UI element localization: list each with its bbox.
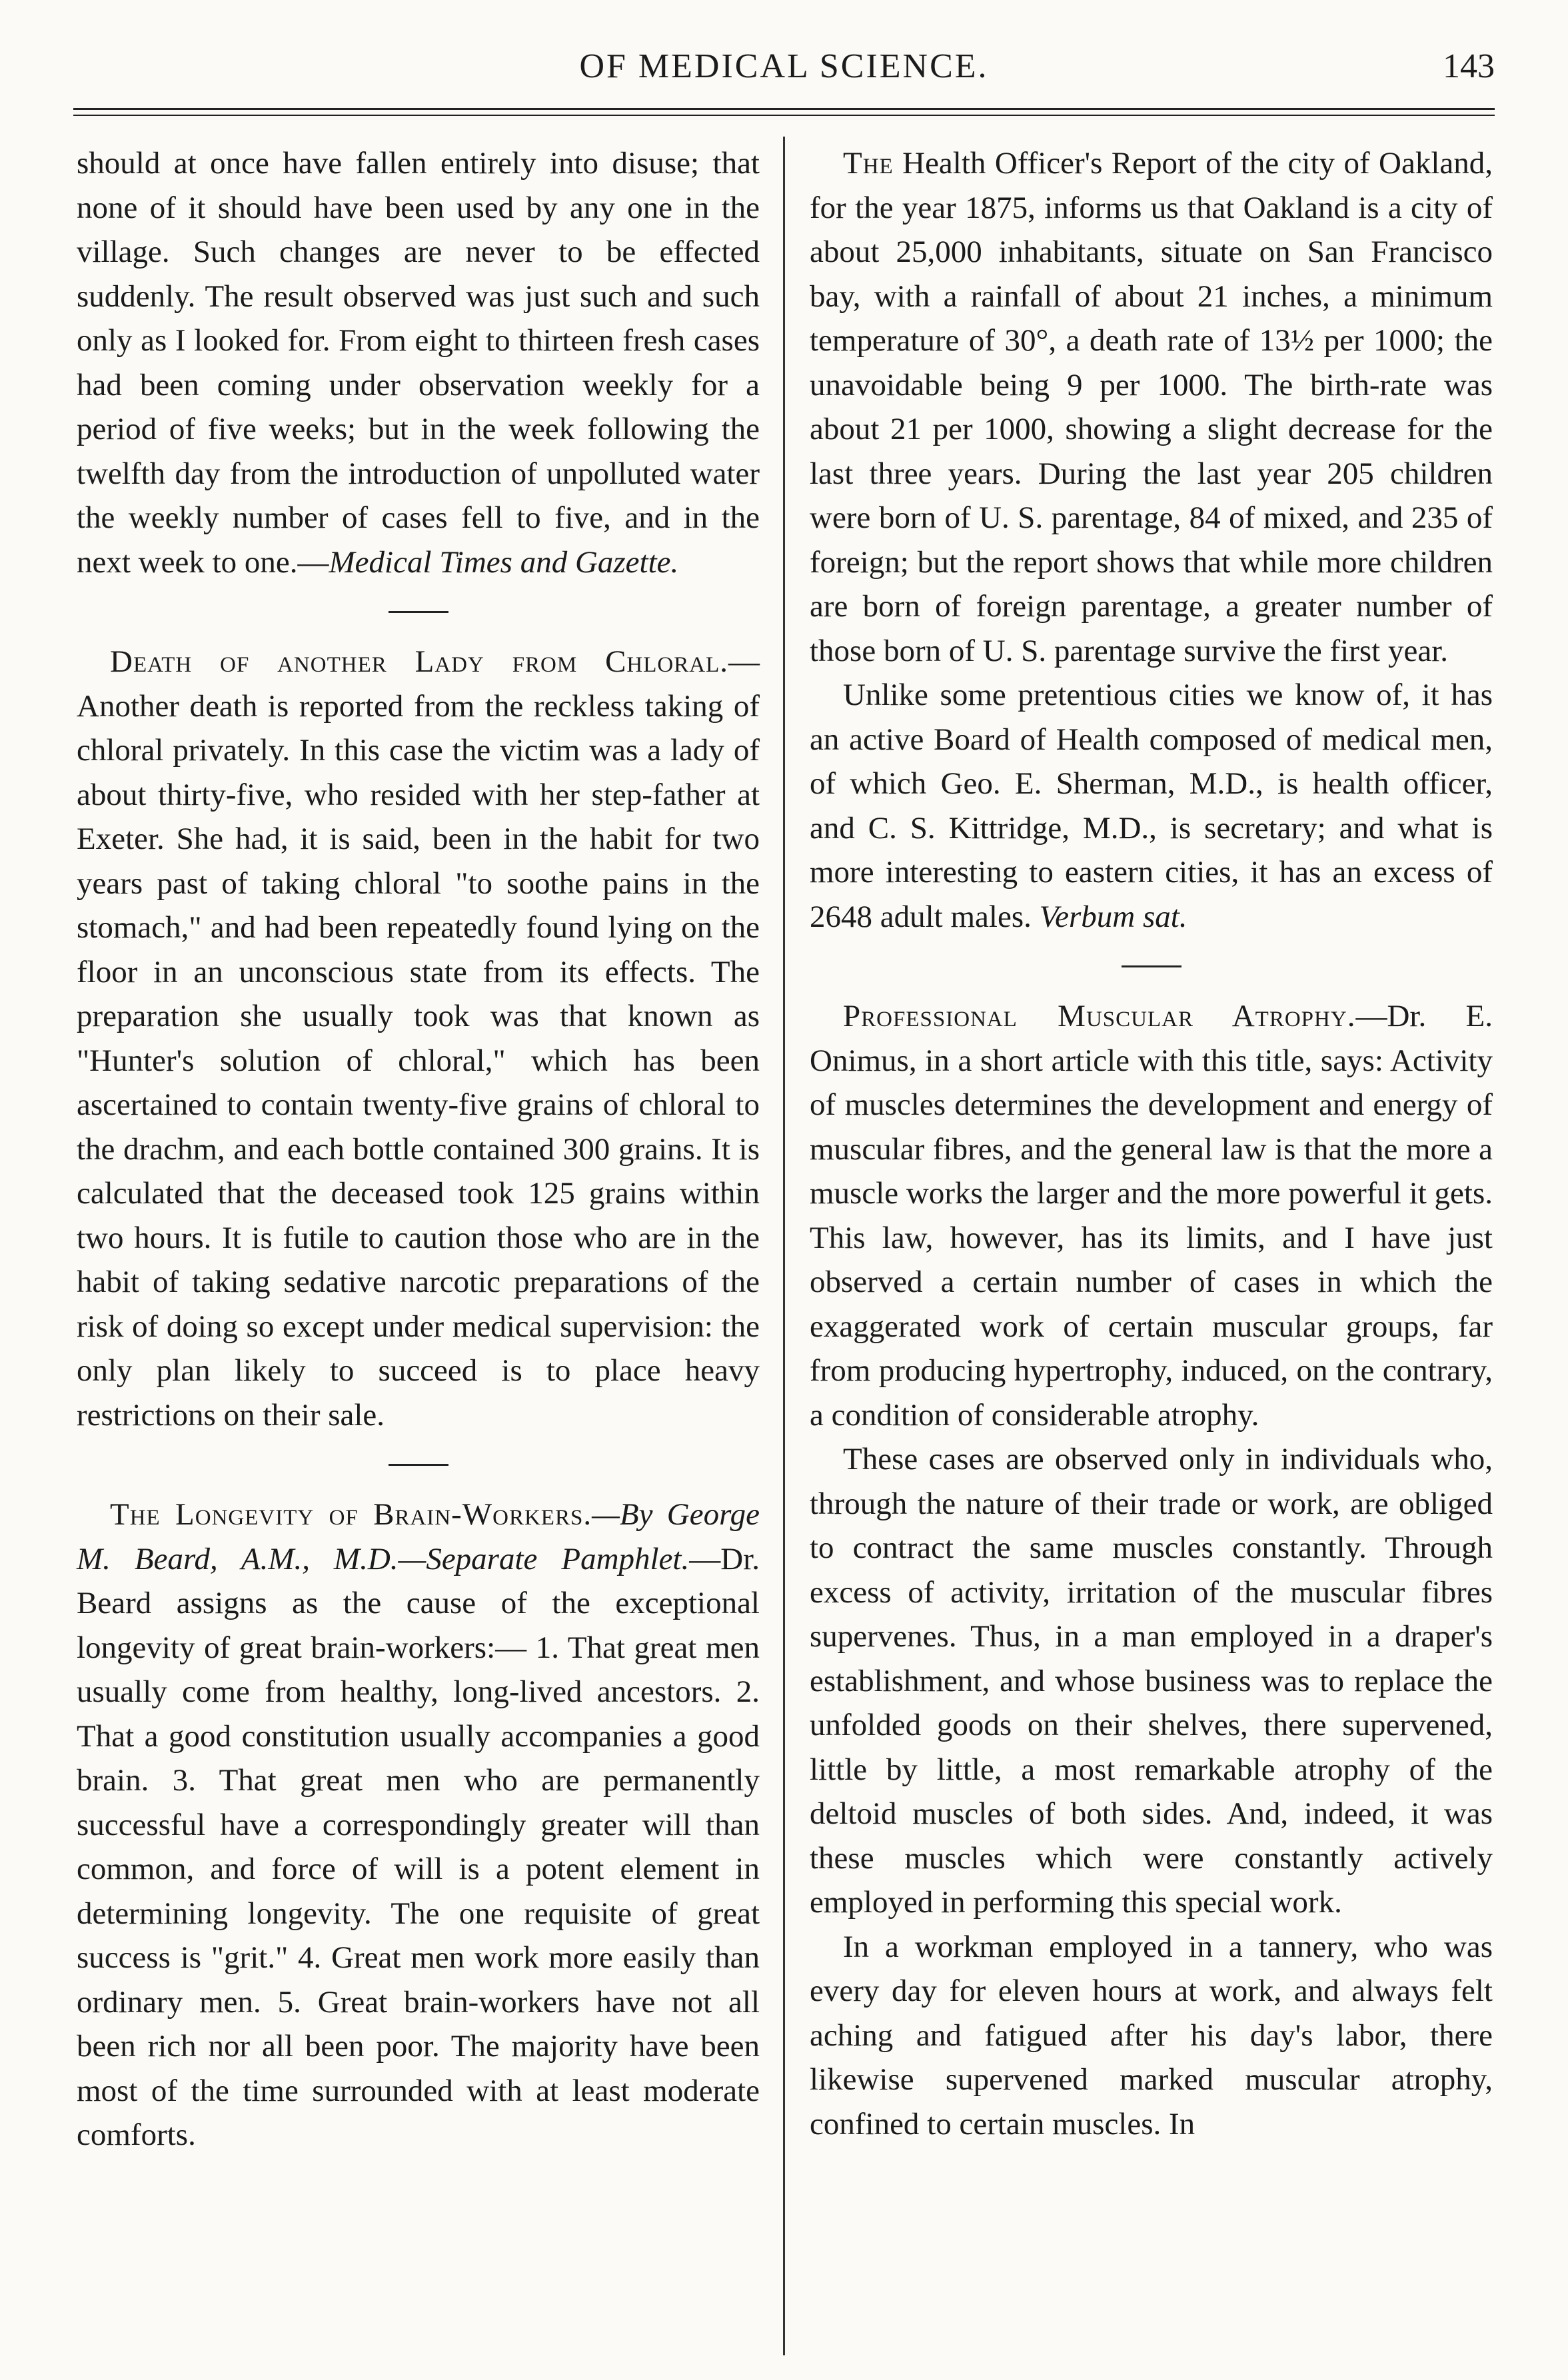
article-body: —Dr. E. Onimus, in a short article with this title, says: Activity of muscles determines the development and energy of muscular fibres, and the general law is that the more a muscle works the larger and the more powerful it gets. This law, however, has its limits, and I have just observed a certain number of cases in which the exaggerated work of certain muscular groups, far from producing hypertrophy, induced, on the contrary, a condition of considerable atrophy. (810, 999, 1493, 1433)
article-muscular-atrophy (810, 994, 1493, 1437)
paragraph-text: In a workman employed in a tannery, who was every day for eleven hours at work, and always felt aching and fatigued after his day's labor, there likewise supervened marked muscular atrophy, confined to certain muscles. In (810, 1929, 1493, 2141)
latin-phrase: Verbum sat. (1039, 899, 1187, 934)
left-column (77, 141, 760, 2157)
section-separator (389, 611, 448, 613)
source-citation: Medical Times and Gazette. (329, 544, 679, 580)
article-paragraph (810, 1437, 1493, 1925)
header-rule-top (73, 108, 1495, 110)
right-column (810, 141, 1493, 2146)
article-heading: Professional Muscular Atrophy. (843, 999, 1356, 1033)
left-paragraph-continuation (77, 141, 760, 584)
column-divider (783, 137, 785, 2355)
running-head (73, 47, 1495, 100)
article-body: Health Officer's Report of the city of Oakland, for the year 1875, informs us that Oakland is a city of about 25,000 inhabitants, situate on San Francisco bay, with a rainfall of about 21 inches, a minimum temperature of 30°, a death rate of 13½ per 1000; the unavoidable being 9 per 1000. The birth-rate was about 21 per 1000, showing a slight decrease for the last three years. During the last year 205 children were born of U. S. parentage, 84 of mixed, and 235 of foreign; but the report shows that while more children are born of foreign parentage, a greater number of those born of U. S. parentage survive the first year. (810, 146, 1493, 668)
header-rule-bottom (73, 115, 1495, 116)
article-heading: Death of another Lady from Chloral. (110, 644, 728, 679)
paragraph-text: These cases are observed only in individuals who, through the nature of their trade or work, are obliged to contract the same muscles constantly. Through excess of activity, irritation of the muscular fibres supervenes. Thus, in a man employed in a draper's establishment, and whose business was to replace the unfolded goods on their shelves, there supervened, little by little, a most remarkable atrophy of the deltoid muscles of both sides. And, indeed, it was these muscles which were constantly actively employed in performing this special work. (810, 1442, 1493, 1920)
article-paragraph (810, 673, 1493, 939)
section-separator (389, 1464, 448, 1466)
section-separator (1122, 965, 1181, 967)
paragraph-text: should at once have fallen entirely into disuse; that none of it should have been used by any one in the village. Such changes are never to be effected suddenly. The result observed was just such and such only as I looked for. From eight to thirteen fresh cases had been coming under observation weekly for a period of five weeks; but in the week following the twelfth day from the introduction of unpolluted water the weekly number of cases fell to five, and in the next week to one.— (77, 146, 760, 580)
article-heading: The Longevity of Brain-Workers. (110, 1497, 592, 1532)
article-longevity (77, 1492, 760, 2157)
article-byline: —By George M. Beard, A.M., M.D.—Separate Pamphlet. (77, 1497, 760, 1576)
running-title: OF MEDICAL SCIENCE. (579, 47, 989, 85)
article-body: —Dr. Beard assigns as the cause of the exceptional longevity of great brain-workers:— 1. That great men usually come from healthy, long-lived ancestors. 2. That a good constitution usually accompanies a good brain. 3. That great men who are permanently successful have a correspondingly greater will than common, and force of will is a potent element in determining longevity. The one requisite of great success is "grit." 4. Great men work more easily than ordinary men. 5. Great brain-workers have not all been rich nor all been poor. The majority have been most of the time surrounded with at least moderate comforts. (77, 1541, 760, 2152)
page-number: 143 (1443, 47, 1495, 85)
article-chloral (77, 640, 760, 1437)
article-body: —Another death is reported from the reckless taking of chloral privately. In this case the victim was a lady of about thirty-five, who resided with her step-father at Exeter. She had, it is said, been in the habit for two years past of taking chloral "to soothe pains in the stomach," and had been repeatedly found lying on the floor in an unconscious state from its effects. The preparation she usually took was that known as "Hunter's solution of chloral," which has been ascertained to contain twenty-five grains of chloral to the drachm, and each bottle contained 300 grains. It is calculated that the deceased took 125 grains within two hours. It is futile to caution those who are in the habit of taking sedative narcotic preparations of the risk of doing so except under medical supervision: the only plan likely to succeed is to place heavy restrictions on their sale. (77, 644, 760, 1433)
paragraph-text: Unlike some pretentious cities we know of, it has an active Board of Health composed of medical men, of which Geo. E. Sherman, M.D., is health officer, and C. S. Kittridge, M.D., is secretary; and what is more interesting to eastern cities, it has an excess of 2648 adult males. (810, 678, 1493, 934)
article-paragraph (810, 1925, 1493, 2147)
article-lead-word: The (843, 146, 894, 181)
article-oakland-report (810, 141, 1493, 673)
